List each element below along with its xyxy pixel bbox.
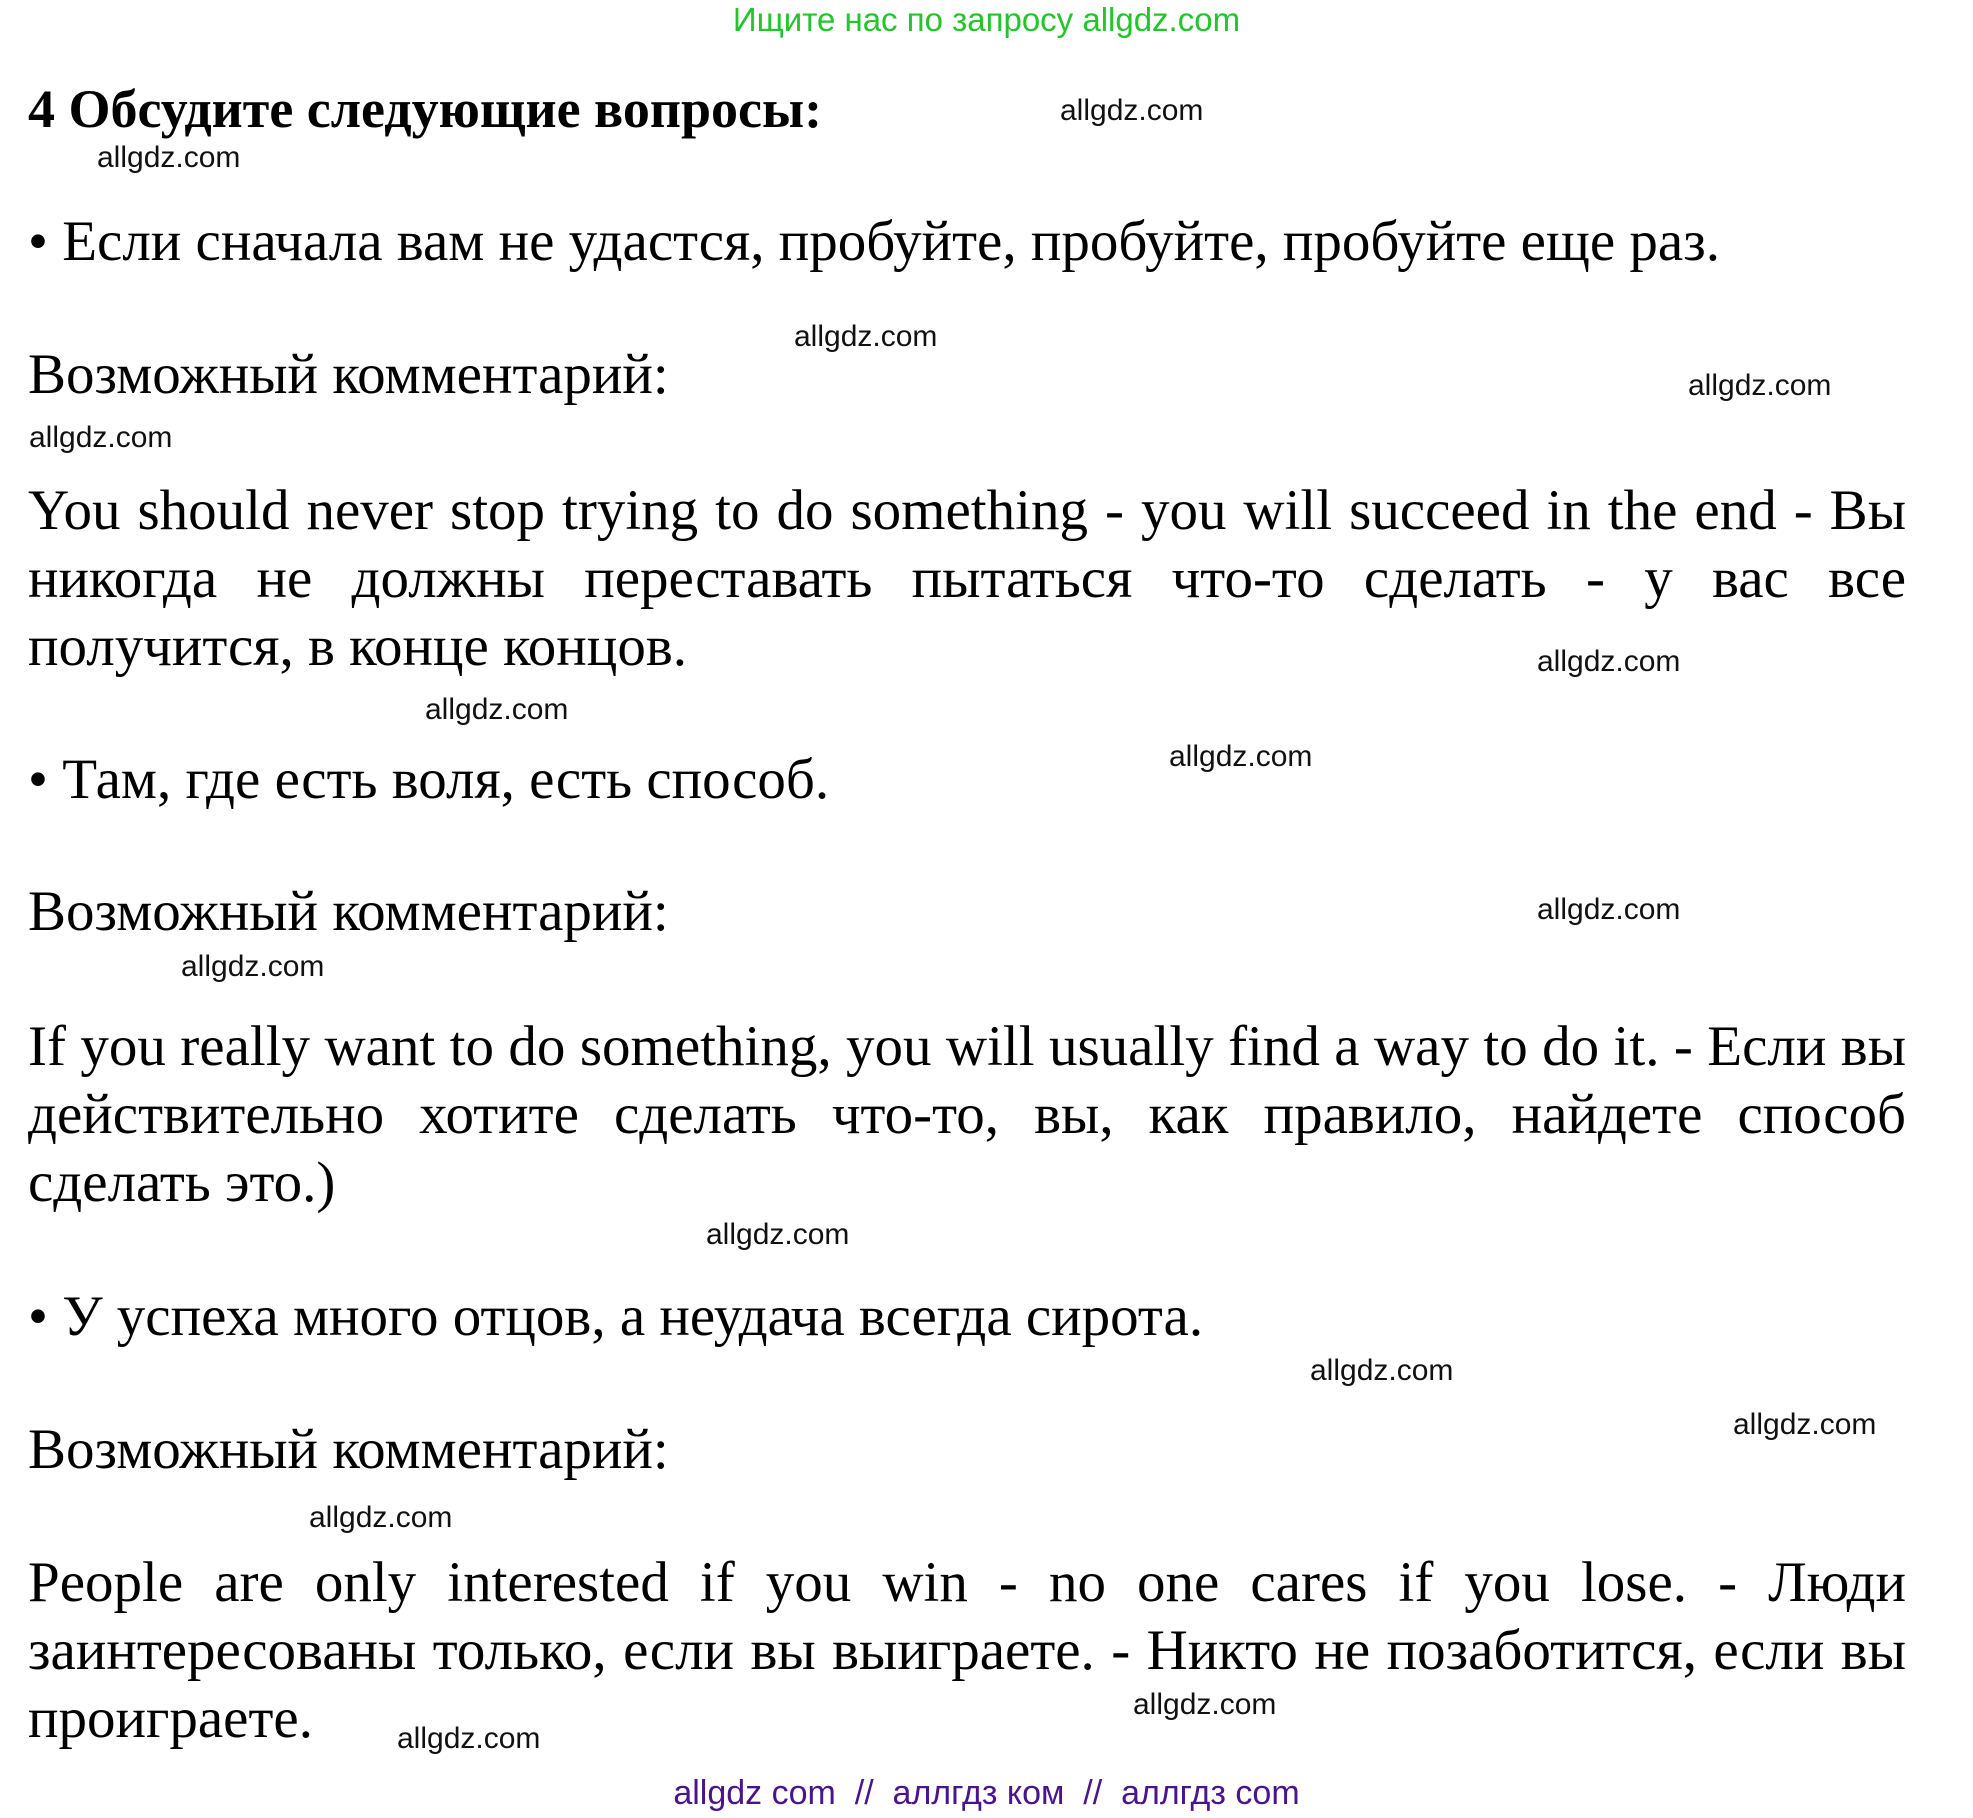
watermark: allgdz.com [706, 1218, 850, 1251]
watermark: allgdz.com [29, 421, 173, 454]
watermark: allgdz.com [1733, 1408, 1877, 1441]
comment-text-1: You should never stop trying to do something - you will succeed in the end - Вы никогда не должны переставать пытаться что-то сделать - у вас все получится, в конце концов. [28, 479, 1906, 678]
watermark: allgdz.com [181, 950, 325, 983]
watermark: allgdz.com [1537, 645, 1681, 678]
watermark: allgdz.com [1688, 369, 1832, 402]
watermark: allgdz.com [397, 1722, 541, 1755]
footer-watermark: allgdz com // аллгдз ком // аллгдз com [673, 1774, 1300, 1812]
watermark: allgdz.com [794, 320, 938, 353]
comment-label-2: Возможный комментарий: [28, 880, 669, 943]
comment-text-2: If you really want to do something, you will usually find a way to do it. - Если вы действительно хотите сделать что-то, вы, как правило, найдете способ сделать это.) [28, 1015, 1906, 1214]
watermark: allgdz.com [1133, 1688, 1277, 1721]
comment-label-3: Возможный комментарий: [28, 1418, 669, 1481]
watermark: allgdz.com [1169, 740, 1313, 773]
watermark: allgdz.com [1537, 893, 1681, 926]
question-2: • Там, где есть воля, есть способ. [28, 748, 830, 811]
exercise-title: 4 Обсудите следующие вопросы: [28, 79, 823, 139]
watermark: allgdz.com [97, 141, 241, 174]
watermark: allgdz.com [309, 1501, 453, 1534]
watermark: allgdz.com [1310, 1354, 1454, 1387]
comment-label-1: Возможный комментарий: [28, 343, 669, 406]
comment-text-3: People are only interested if you win - no one cares if you lose. - Люди заинтересованы только, если вы выиграете. - Никто не позаботится, если вы проиграете. [28, 1551, 1906, 1750]
watermark: allgdz.com [1060, 94, 1204, 127]
search-banner: Ищите нас по запросу allgdz.com [732, 1, 1241, 38]
watermark: allgdz.com [425, 693, 569, 726]
question-1: • Если сначала вам не удастся, пробуйте, пробуйте, пробуйте еще раз. [28, 210, 1720, 273]
question-3: • У успеха много отцов, а неудача всегда сирота. [28, 1285, 1204, 1348]
